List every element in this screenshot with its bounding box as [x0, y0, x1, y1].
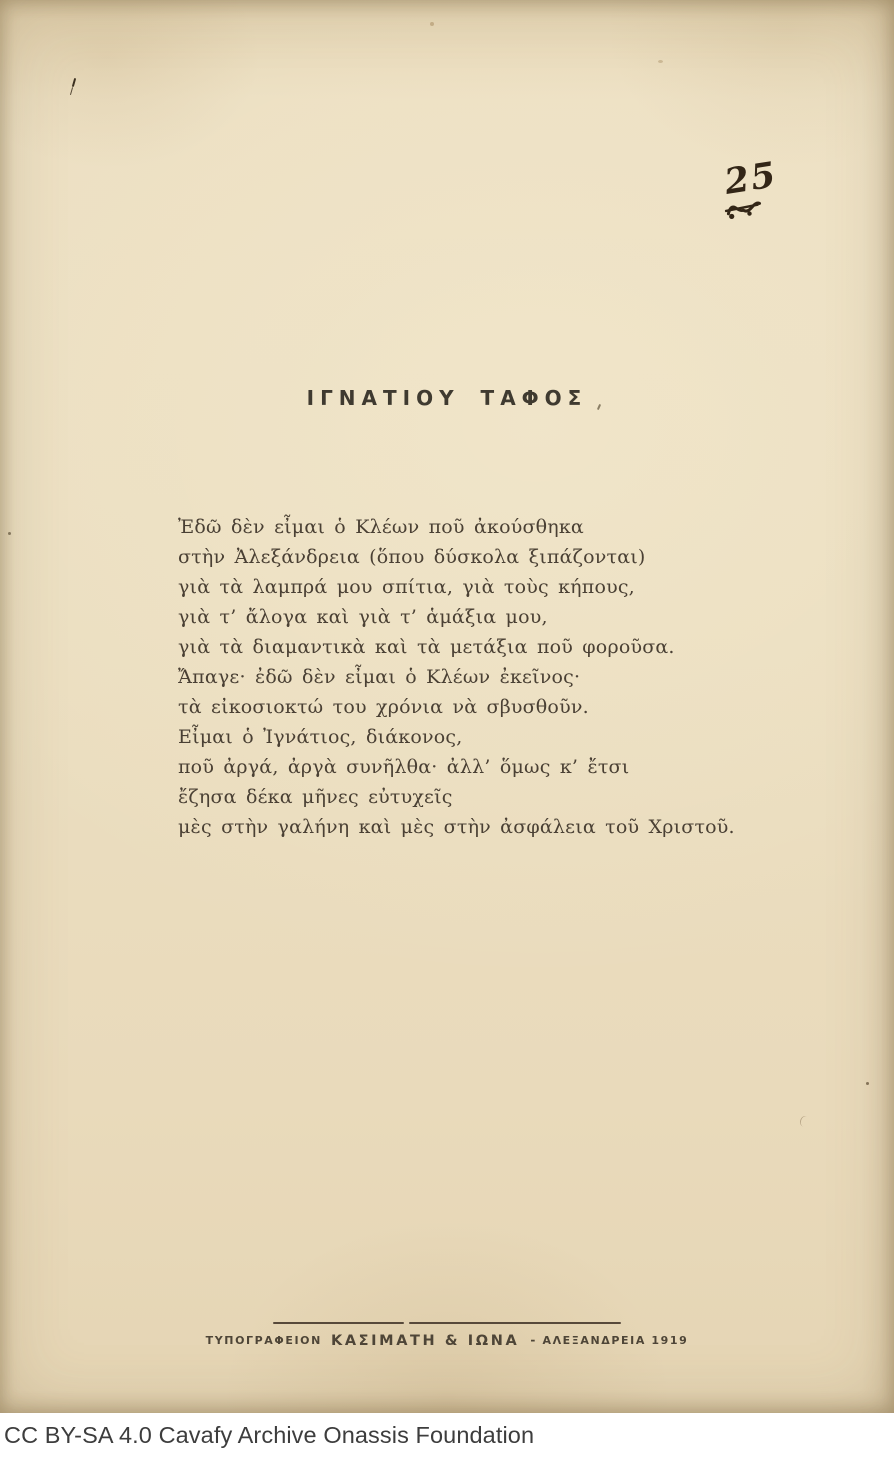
poem-line: Εἶμαι ὁ Ἰγνάτιος, διάκονος, [178, 726, 463, 748]
license-text: CC BY-SA 4.0 Cavafy Archive Onassis Foundation [4, 1422, 535, 1448]
poem-line: μὲς στὴν γαλήνη καὶ μὲς στὴν ἀσφάλεια τοῦ Χριστοῦ. [178, 816, 735, 838]
poem-line: Ἐδῶ δὲν εἶμαι ὁ Κλέων ποῦ ἀκούσθηκα [178, 516, 584, 538]
imprint-rule [273, 1322, 621, 1324]
ink-speck [72, 78, 76, 87]
poem-title: ΙΓΝΑΤΙΟΥ ΤΑΦΟΣ [306, 386, 588, 410]
imprint-rule-segment [273, 1322, 404, 1324]
poem-body [178, 512, 778, 842]
paper-stain [799, 1115, 812, 1129]
poem-line: γιὰ τὰ διαμαντικὰ καὶ τὰ μετάξια ποῦ φοροῦσα. [178, 636, 675, 658]
handwritten-page-number: 25 [721, 154, 781, 203]
poem-line: ἔζησα δέκα μῆνες εὐτυχεῖς [178, 786, 453, 808]
imprint-separator: - [530, 1333, 536, 1347]
paper-stain [430, 22, 434, 26]
imprint-location-year: ΑΛΕΞΑΝΔΡΕΙΑ 1919 [542, 1334, 689, 1347]
poem-line: γιὰ τ’ ἄλογα καὶ γιὰ τ’ ἁμάξια μου, [178, 606, 548, 628]
paper-stain [658, 60, 663, 63]
poem-line: ποῦ ἀργά, ἀργὰ συνῆλθα· ἀλλ’ ὅμως κ’ ἔτσι [178, 756, 630, 778]
poem-line: Ἄπαγε· ἐδῶ δὲν εἶμαι ὁ Κλέων ἐκεῖνος· [178, 666, 581, 688]
ink-speck [866, 1082, 869, 1085]
printer-name: ΚΑΣΙΜΑΤΗ & ΙΩΝΑ [331, 1333, 520, 1349]
imprint-text [0, 1330, 894, 1349]
printer-imprint [0, 1322, 894, 1349]
handwritten-scribble-icon [723, 194, 767, 224]
license-bar [0, 1413, 894, 1458]
poem-line: τὰ εἰκοσιοκτώ του χρόνια νὰ σβυσθοῦν. [178, 696, 589, 718]
poem-line: στὴν Ἀλεξάνδρεια (ὅπου δύσκολα ξιπάζονται) [178, 546, 646, 568]
printer-label: ΤΥΠΟΓΡΑΦΕΙΟΝ [205, 1334, 322, 1347]
ink-speck [8, 532, 11, 535]
poem-line: γιὰ τὰ λαμπρά μου σπίτια, γιὰ τοὺς κήπους, [178, 576, 635, 598]
imprint-rule-segment [409, 1322, 621, 1324]
